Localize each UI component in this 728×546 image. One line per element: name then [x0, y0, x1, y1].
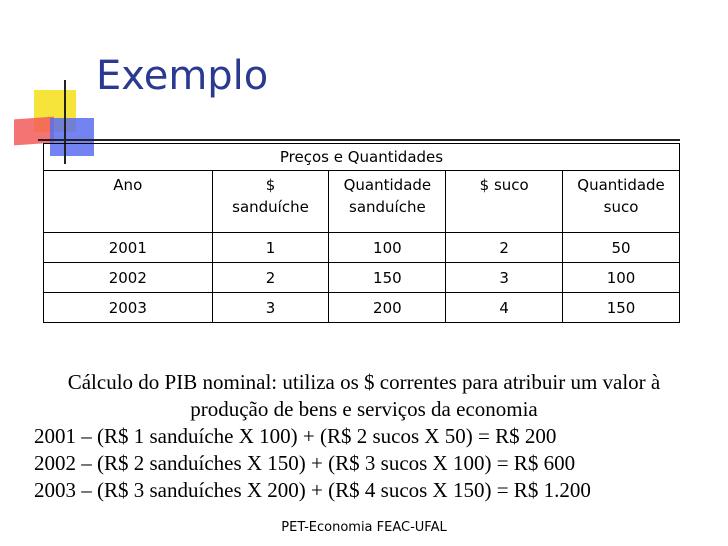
table-row — [44, 233, 680, 263]
cell-qty-juice: 50 — [563, 233, 680, 263]
calculation-line-2001: 2001 – (R$ 1 sanduíche X 100) + (R$ 2 sucos X 50) = R$ 200 — [34, 424, 557, 448]
cell-qty-sandwich: 150 — [329, 263, 446, 293]
calculation-line-2002: 2002 – (R$ 2 sanduíches X 150) + (R$ 3 sucos X 100) = R$ 600 — [34, 451, 576, 475]
calculation-line-2003: 2003 – (R$ 3 sanduíches X 200) + (R$ 4 sucos X 150) = R$ 1.200 — [34, 478, 591, 502]
slide-footer: PET-Economia FEAC-UFAL — [281, 520, 447, 535]
cell-qty-sandwich: 100 — [329, 233, 446, 263]
cell-qty-sandwich: 200 — [329, 293, 446, 323]
cell-year: 2001 — [44, 233, 213, 263]
column-header-price-juice: $ suco — [446, 171, 563, 233]
cell-price-juice: 2 — [446, 233, 563, 263]
column-header-qty-juice: Quantidade suco — [563, 171, 680, 233]
cell-price-sandwich: 1 — [212, 233, 329, 263]
calculation-heading: Cálculo do PIB nominal: utiliza os $ correntes para atribuir um valor à produção de bens e serviços da economia — [67, 370, 661, 421]
cell-year: 2003 — [44, 293, 213, 323]
table-group-header: Preços e Quantidades — [44, 144, 680, 171]
cell-qty-juice: 100 — [563, 263, 680, 293]
table-row — [44, 293, 680, 323]
slide-title: Exemplo — [96, 53, 269, 99]
cell-price-sandwich: 3 — [212, 293, 329, 323]
cell-price-juice: 4 — [446, 293, 563, 323]
column-header-qty-sandwich: Quantidade sanduíche — [329, 171, 446, 233]
gdp-calculation-text — [34, 369, 694, 504]
title-underline — [38, 139, 680, 141]
cell-price-juice: 3 — [446, 263, 563, 293]
cell-qty-juice: 150 — [563, 293, 680, 323]
prices-quantities-table — [43, 143, 680, 323]
table-row — [44, 263, 680, 293]
logo-red-square — [14, 117, 54, 146]
cell-year: 2002 — [44, 263, 213, 293]
cell-price-sandwich: 2 — [212, 263, 329, 293]
column-header-ano: Ano — [44, 171, 213, 233]
column-header-price-sandwich: $ sanduíche — [212, 171, 329, 233]
